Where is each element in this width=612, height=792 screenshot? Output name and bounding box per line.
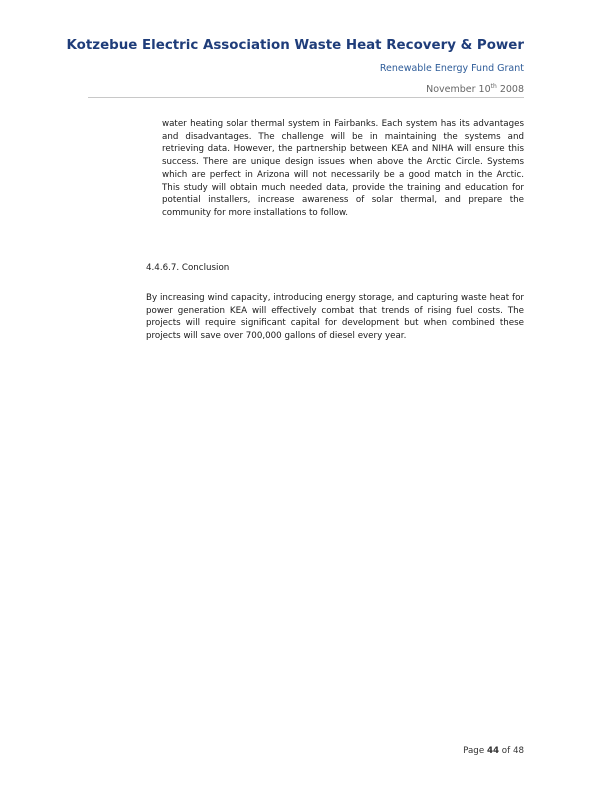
section-heading: 4.4.6.7. Conclusion bbox=[146, 263, 230, 273]
page-label: Page bbox=[463, 746, 487, 756]
current-page-number: 44 bbox=[486, 746, 500, 756]
document-subtitle: Renewable Energy Fund Grant bbox=[379, 63, 524, 74]
of-label: of bbox=[499, 746, 513, 756]
document-date bbox=[426, 84, 524, 95]
continued-paragraph: water heating solar thermal system in Fairbanks. Each system has its advantages and disadvantages. The challenge will be in maintaining the systems and retrieving data. However, the partnership between KEA and NIHA will ensure this success. There are unique design issues when above the Arctic Circle. Systems which are perfect in Arizona will not necessarily be a good match in the Arctic. This study will obtain much needed data, provide the training and education for potential installers, increase awareness of solar thermal, and prepare the community for more installations to follow. bbox=[162, 119, 524, 218]
date-ordinal-suffix: th bbox=[490, 82, 497, 90]
total-pages: 48 bbox=[512, 746, 524, 756]
date-main: November 10 bbox=[426, 84, 491, 95]
conclusion-paragraph: By increasing wind capacity, introducing energy storage, and capturing waste heat for power generation KEA will effectively combat that trends of rising fuel costs. The projects will require significant capital for development but when combined these projects will save over 700,000 gallons of diesel every year. bbox=[146, 293, 524, 342]
page-number-footer bbox=[463, 746, 524, 756]
document-title: Kotzebue Electric Association Waste Heat Recovery & Power bbox=[66, 38, 524, 53]
header-divider bbox=[88, 97, 524, 98]
date-year: 2008 bbox=[496, 84, 524, 95]
